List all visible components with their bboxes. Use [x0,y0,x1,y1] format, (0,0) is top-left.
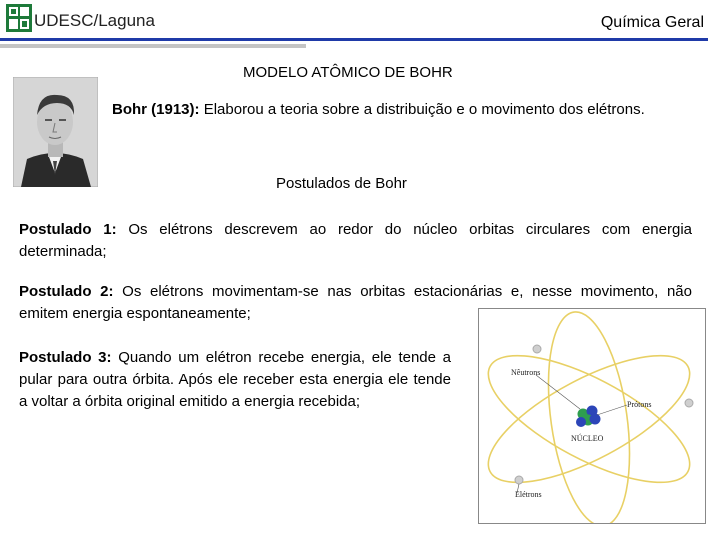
postulate-1 [19,219,692,263]
postulate-text: Os elétrons descrevem ao redor do núcleo orbitas circulares com energia determinada; [19,221,692,260]
bohr-description [112,99,694,121]
postulates-heading: Postulados de Bohr [276,175,407,192]
neutrons-label: Nêutrons [511,368,541,377]
electron-icon [685,399,693,407]
institution-name: UDESC/Laguna [34,11,155,30]
nucleus-label: NÚCLEO [571,434,604,443]
postulate-label: Postulado 1: [19,221,117,238]
bohr-portrait-image [13,77,98,187]
atom-diagram-svg [479,309,705,523]
bohr-lead: Bohr (1913): [112,101,200,118]
postulate-text: Quando um elétron recebe energia, ele tende a pular para outra órbita. Após ele receber esta energia ele tende a voltar a órbita original emitido a energia recebida; [19,349,452,410]
udesc-logo-icon [6,4,32,32]
postulate-label: Postulado 2: [19,283,114,300]
slide-title: MODELO ATÔMICO DE BOHR [243,64,453,81]
electrons-label: Elétrons [515,490,542,499]
postulate-text: Os elétrons movimentam-se nas orbitas estacionárias e, nesse movimento, não emitem energia espontaneamente; [19,283,692,322]
electron-icon [533,345,541,353]
header-accent-bar [0,44,306,48]
header-divider [0,38,708,41]
postulate-label: Postulado 3: [19,349,112,366]
protons-label: Prótons [627,400,652,409]
postulate-3 [19,347,451,413]
electron-icon [515,476,523,484]
bohr-text: Elaborou a teoria sobre a distribuição e o movimento dos elétrons. [199,101,645,118]
atom-diagram [478,308,706,524]
course-title: Química Geral [600,14,704,31]
